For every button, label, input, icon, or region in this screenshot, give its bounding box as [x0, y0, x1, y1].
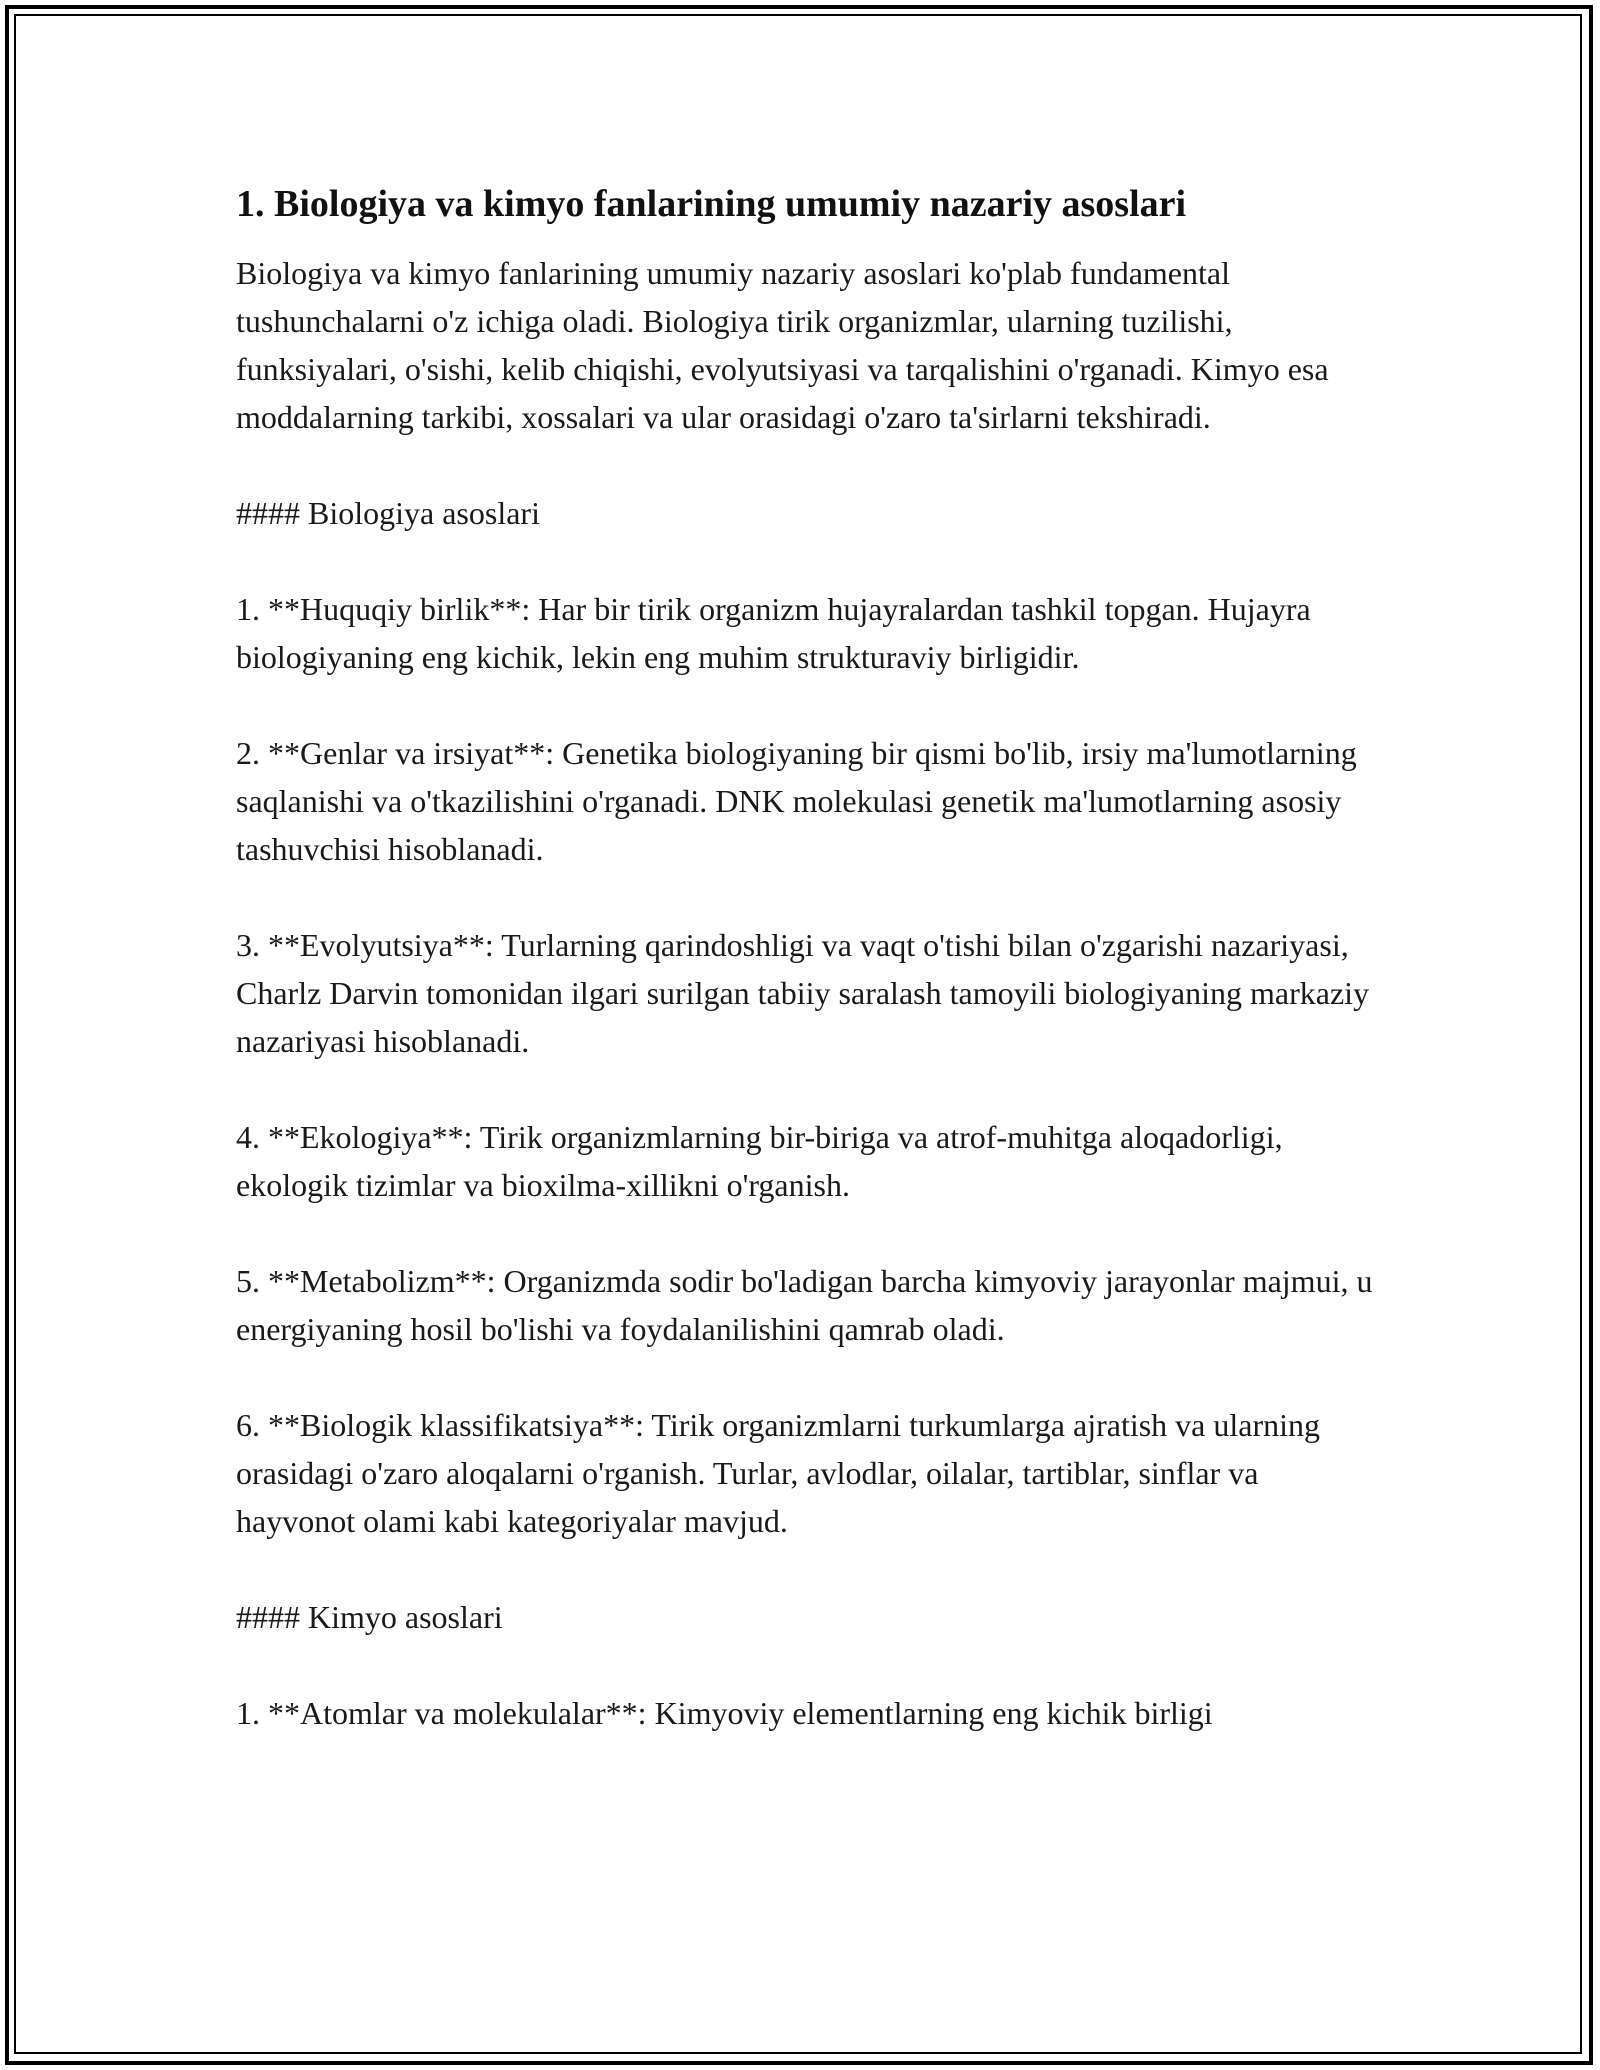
intro-paragraph: Biologiya va kimyo fanlarining umumiy nazariy asoslari ko'plab fundamental tushunchalarni o'z ichiga oladi. Biologiya tirik organizmlar, ularning tuzilishi, funksiyalari, o'sishi, kelib chiqishi, evolyutsiyasi va tarqalishini o'rganadi. Kimyo esa moddalarning tarkibi, xossalari va ular orasidagi o'zaro ta'sirlarni tekshiradi. — [236, 255, 1329, 436]
document-heading: 1. Biologiya va kimyo fanlarining umumiy nazariy asoslari — [236, 183, 1187, 225]
list-item-huquqiy-birlik: 1. **Huquqiy birlik**: Har bir tirik organizm hujayralardan tashkil topgan. Hujayra biologiyaning eng kichik, lekin eng muhim strukturaviy birligidir. — [236, 591, 1311, 676]
document-body — [236, 180, 1376, 1785]
list-item-klassifikatsiya: 6. **Biologik klassifikatsiya**: Tirik organizmlarni turkumlarga ajratish va ularning orasidagi o'zaro aloqalarni o'rganish. Turlar, avlodlar, oilalar, tartiblar, sinflar va hayvonot olami kabi kategoriyalar mavjud. — [236, 1407, 1321, 1540]
list-item-atomlar: 1. **Atomlar va molekulalar**: Kimyoviy elementlarning eng kichik birligi — [236, 1695, 1213, 1732]
section-title-biologiya: #### Biologiya asoslari — [236, 495, 540, 532]
section-title-kimyo: #### Kimyo asoslari — [236, 1599, 503, 1636]
list-item-genlar: 2. **Genlar va irsiyat**: Genetika biologiyaning bir qismi bo'lib, irsiy ma'lumotlarning saqlanishi va o'tkazilishini o'rganadi. DNK molekulasi genetik ma'lumotlarning asosiy tashuvchisi hisoblanadi. — [236, 735, 1357, 868]
list-item-ekologiya: 4. **Ekologiya**: Tirik organizmlarning bir-biriga va atrof-muhitga aloqadorligi, ekologik tizimlar va bioxilma-xillikni o'rganish. — [236, 1119, 1283, 1204]
list-item-evolyutsiya: 3. **Evolyutsiya**: Turlarning qarindoshligi va vaqt o'tishi bilan o'zgarishi nazariyasi, Charlz Darvin tomonidan ilgari surilgan tabiiy saralash tamoyili biologiyaning markaziy nazariyasi hisoblanadi. — [236, 927, 1370, 1060]
list-item-metabolizm: 5. **Metabolizm**: Organizmda sodir bo'ladigan barcha kimyoviy jarayonlar majmui, u energiyaning hosil bo'lishi va foydalanilishini qamrab oladi. — [236, 1263, 1373, 1348]
